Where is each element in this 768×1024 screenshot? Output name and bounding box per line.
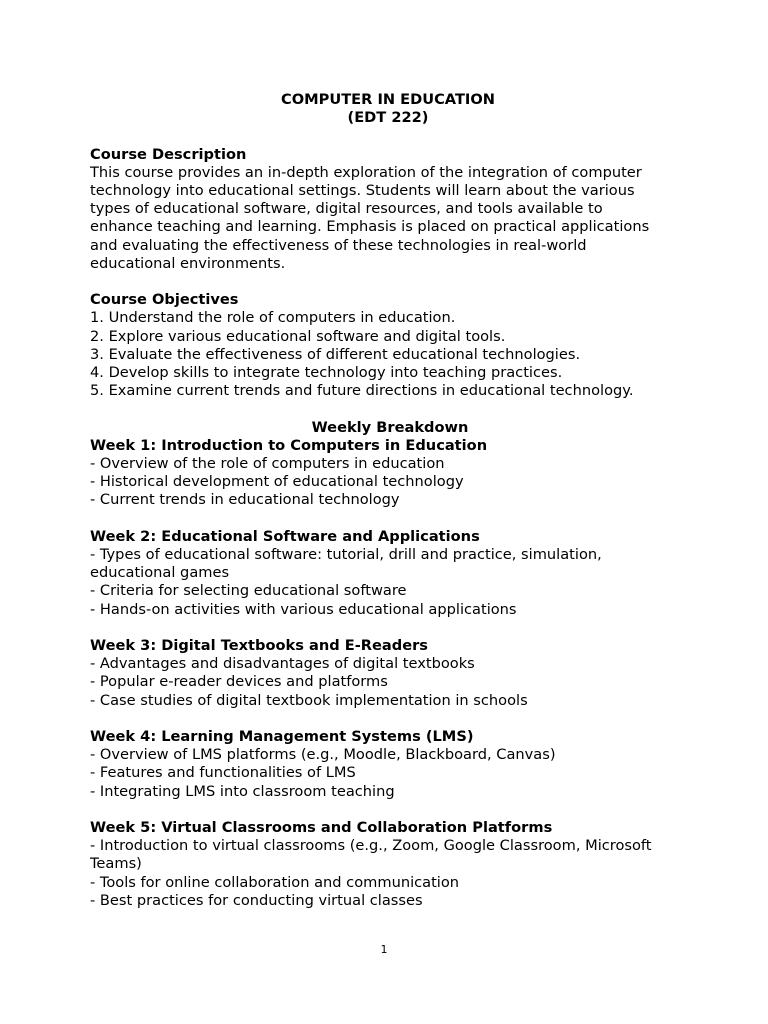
- objectives-list: [90, 309, 690, 400]
- week-item: - Features and functionalities of LMS: [90, 764, 356, 782]
- description-paragraph: [90, 164, 690, 273]
- spacer: [90, 273, 690, 291]
- objective-item: 4. Develop skills to integrate technology into teaching practices.: [90, 364, 563, 382]
- week-item: - Overview of LMS platforms (e.g., Moodle, Blackboard, Canvas): [90, 746, 556, 764]
- objective-item: 2. Explore various educational software and digital tools.: [90, 327, 506, 345]
- spacer: [90, 510, 690, 528]
- objectives-heading: Course Objectives: [90, 291, 239, 309]
- week-section: [90, 819, 690, 910]
- description-line: enhance teaching and learning. Emphasis is placed on practical applications: [90, 218, 650, 236]
- document-page: [90, 91, 690, 910]
- week-item: - Tools for online collaboration and communication: [90, 873, 460, 891]
- course-code: (EDT 222): [347, 109, 429, 127]
- description-line: This course provides an in-depth exploration of the integration of computer: [90, 163, 642, 181]
- week-item: - Introduction to virtual classrooms (e.g., Zoom, Google Classroom, Microsoft: [90, 837, 652, 855]
- week-section: [90, 437, 690, 510]
- week-title: Week 2: Educational Software and Applications: [90, 527, 480, 545]
- spacer: [90, 127, 690, 145]
- description-line: technology into educational settings. Students will learn about the various: [90, 182, 635, 199]
- spacer: [90, 400, 690, 418]
- objective-item: 5. Examine current trends and future directions in educational technology.: [90, 382, 634, 400]
- week-item: - Historical development of educational technology: [90, 473, 464, 491]
- objective-item: 3. Evaluate the effectiveness of different educational technologies.: [90, 345, 581, 363]
- week-item: - Advantages and disadvantages of digital textbooks: [90, 655, 475, 673]
- breakdown-heading: Weekly Breakdown: [311, 418, 469, 436]
- description-heading: Course Description: [90, 145, 247, 163]
- week-section: [90, 637, 690, 710]
- week-title: Week 4: Learning Management Systems (LMS): [90, 728, 474, 746]
- week-item: Teams): [90, 855, 142, 873]
- document-title: COMPUTER IN EDUCATION: [281, 91, 495, 108]
- week-item: - Current trends in educational technology: [90, 491, 400, 509]
- spacer: [90, 801, 690, 819]
- description-line: types of educational software, digital resources, and tools available to: [90, 200, 603, 218]
- page-number: 1: [380, 943, 388, 956]
- week-item: - Hands-on activities with various educational applications: [90, 600, 517, 618]
- spacer: [90, 619, 690, 637]
- week-section: [90, 528, 690, 619]
- week-item: - Overview of the role of computers in education: [90, 455, 445, 473]
- description-line: and evaluating the effectiveness of these technologies in real-world: [90, 236, 587, 254]
- description-line: educational environments.: [90, 254, 286, 272]
- week-title: Week 5: Virtual Classrooms and Collaboration Platforms: [90, 819, 553, 837]
- week-item: educational games: [90, 564, 230, 582]
- week-item: - Case studies of digital textbook implementation in schools: [90, 691, 528, 709]
- week-item: - Popular e-reader devices and platforms: [90, 673, 388, 691]
- week-item: - Criteria for selecting educational software: [90, 582, 407, 600]
- week-title: Week 3: Digital Textbooks and E-Readers: [90, 637, 428, 655]
- week-item: - Types of educational software: tutorial, drill and practice, simulation,: [90, 546, 602, 564]
- week-section: [90, 728, 690, 801]
- objective-item: 1. Understand the role of computers in education.: [90, 309, 456, 327]
- spacer: [90, 710, 690, 728]
- week-item: - Best practices for conducting virtual classes: [90, 891, 423, 909]
- week-title: Week 1: Introduction to Computers in Education: [90, 436, 488, 454]
- week-item: - Integrating LMS into classroom teaching: [90, 782, 395, 800]
